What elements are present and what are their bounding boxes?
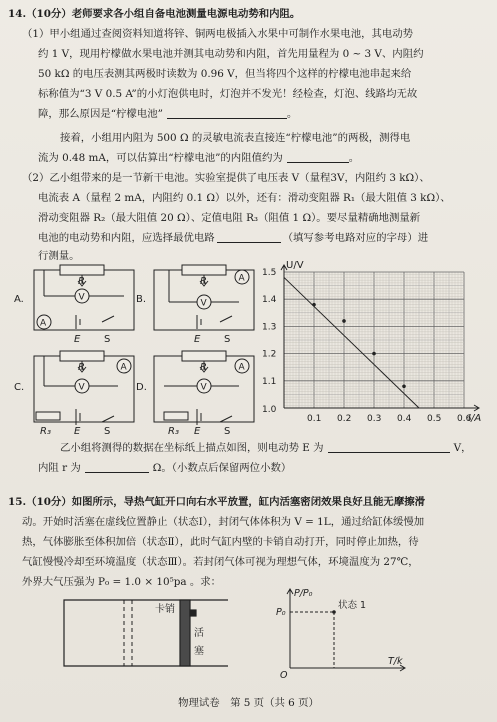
x-tick-label: 0.3: [367, 414, 382, 424]
page-footer: 物理试卷 第 5 页（共 6 页）: [178, 697, 319, 709]
q14-p1-line4: 标称值为“3 V 0.5 A”的小灯泡供电时，灯泡并不发光！经检查，灯泡、线路均无故: [38, 88, 418, 100]
answer-blank-internal-resistance[interactable]: [287, 151, 349, 163]
pt-p0-label: P₀: [276, 607, 286, 618]
q14-p1-line5-text: 障，那么原因是“柠檬电池”: [38, 108, 163, 120]
circuit-c-ammeter: A: [120, 362, 127, 373]
data-point: [342, 319, 346, 323]
q14-p1-line3: 50 kΩ 的电压表测其两极时读数为 0.96 V，但当将四个这样的柠檬电池串起来给: [38, 68, 412, 80]
circuit-d-voltmeter: V: [200, 382, 207, 393]
y-tick-label: 1.2: [262, 349, 277, 360]
circuit-a-s-label: S: [104, 334, 111, 345]
circuit-d-label: D.: [136, 382, 147, 393]
cylinder-diagram: [60, 592, 230, 674]
y-tick-label: 1.4: [262, 295, 277, 306]
q14-p2-line1: （2）乙小组带来的是一节新干电池。实验室提供了电压表 V（量程3V，内阻约 3 kΩ）、: [22, 172, 430, 184]
q14-p2-line4-text: 电池的电动势和内阻，应选择最优电路: [38, 232, 215, 244]
cylinder-pin-label: 卡销: [155, 604, 175, 615]
circuit-b-e-label: E: [194, 334, 201, 345]
q15-line1: 15.（10分）如图所示，导热气缸开口向右水平放置，缸内活塞密闭效果良好且能无摩擦滑: [8, 496, 425, 508]
circuit-diagrams: [14, 262, 258, 438]
circuit-a-voltmeter: V: [78, 292, 85, 303]
cylinder-piston-label-2: 塞: [194, 646, 204, 657]
piston: [180, 600, 190, 666]
circuit-c-voltmeter: V: [78, 382, 85, 393]
q14-result-line1-unit: V，: [453, 442, 472, 454]
x-tick-label: 0.2: [337, 414, 352, 424]
q14-p1-line6: 接着，小组用内阻为 500 Ω 的灵敏电流表直接连“柠檬电池”的两极，测得电: [60, 132, 411, 144]
q14-p2-line3: 滑动变阻器 R₂（最大阻值 20 Ω）、定值电阻 R₃（阻值 1 Ω）。要尽量精确地测量新: [38, 212, 421, 224]
answer-blank-reason[interactable]: [167, 107, 287, 119]
x-tick-label: 0.5: [427, 414, 442, 424]
x-tick-label: 0.1: [307, 414, 322, 424]
x-tick-label: 0.4: [397, 414, 412, 424]
circuit-c-s-label: S: [104, 426, 111, 437]
circuit-b-label: B.: [136, 294, 147, 305]
q14-p1-line7-text: 流为 0.48 mA，可以估算出“柠檬电池”的内阻值约为: [38, 152, 283, 164]
circuit-a-ammeter: A: [40, 318, 47, 329]
circuit-c-r3-label: R₃: [40, 426, 51, 437]
y-tick-label: 1.1: [262, 376, 277, 387]
circuit-d-e-label: E: [194, 426, 201, 437]
q14-result-line1: [60, 438, 471, 458]
circuit-c-label: C.: [14, 382, 25, 393]
q14-p1-line2: 约 1 V，现用柠檬做水果电池并测其电动势和内阻，首先用量程为 0 ~ 3 V、内阻约: [38, 48, 424, 60]
circuit-a-e-label: E: [74, 334, 81, 345]
circuit-b-ammeter: A: [238, 273, 245, 284]
graph-ylabel: U/V: [286, 260, 304, 271]
data-point: [402, 384, 406, 388]
q14-result-line2-tail: Ω。（小数点后保留两位小数）: [152, 462, 292, 474]
pt-graph: [268, 584, 408, 680]
x-tick-label: 0.6: [457, 414, 472, 424]
pt-xlabel: T/k: [388, 656, 403, 667]
circuit-d-ammeter: A: [238, 362, 245, 373]
pin: [190, 610, 196, 616]
q14-p2-line4-tail: （填写参考电路对应的字母）进: [282, 232, 429, 244]
answer-blank-emf[interactable]: [328, 441, 450, 453]
graph-xlabel: I/A: [468, 413, 482, 424]
q14-p2-line4: [38, 228, 428, 248]
circuit-c-e-label: E: [74, 426, 81, 437]
y-tick-label: 1.3: [262, 322, 277, 333]
pt-origin: O: [280, 670, 288, 680]
pt-state-1-point: [332, 610, 336, 614]
pt-state1-label: 状态 1: [338, 600, 367, 611]
circuit-a-r-label: R: [78, 276, 85, 287]
q14-result-line2-text: 内阻 r 为: [38, 462, 81, 474]
answer-blank-circuit-choice[interactable]: [217, 231, 281, 243]
pt-ylabel: P/P₀: [294, 588, 313, 599]
circuit-b-r-label: R: [200, 276, 207, 287]
y-tick-label: 1.5: [262, 268, 277, 278]
circuit-b-s-label: S: [224, 334, 231, 345]
data-point: [312, 303, 316, 307]
q14-result-line1-text: 乙小组将测得的数据在坐标纸上描点如图，则电动势 E 为: [60, 442, 324, 454]
cylinder-piston-label-1: 活: [194, 628, 204, 639]
q15-line5: 外界大气压强为 P₀ = 1.0 × 10⁵pa 。求：: [22, 576, 222, 588]
ui-graph: [258, 256, 490, 432]
graph-grid: [284, 272, 464, 408]
q15-line3: 热，气体膨胀至体积加倍（状态Ⅱ），此时气缸内壁的卡销自动打开，同时停止加热，待: [22, 536, 419, 548]
circuit-a-label: A.: [14, 294, 24, 305]
q14-p1-line5: 障，那么原因是“柠檬电池” 。: [38, 108, 298, 120]
circuit-d-r3-label: R₃: [168, 426, 179, 437]
circuit-c-r-label: R: [78, 362, 85, 373]
q14-p2-line2: 电流表 A（量程 2 mA，内阻约 0.1 Ω）以外，还有：滑动变阻器 R₁（最大阻值 3 kΩ）、: [38, 192, 451, 204]
q14-header: 14.（10分）老师要求各小组自备电池测量电源电动势和内阻。: [8, 8, 301, 20]
answer-blank-resistance[interactable]: [85, 461, 149, 473]
q14-p2-line5: 行测量。: [38, 250, 80, 262]
circuit-d-r-label: R: [200, 362, 207, 373]
circuit-b-voltmeter: V: [200, 298, 207, 309]
q14-p1-line7: 流为 0.48 mA，可以估算出“柠檬电池”的内阻值约为 。: [38, 152, 360, 164]
q15-line2: 动。开始时活塞在虚线位置静止（状态Ⅰ），封闭气体体积为 V = 1L，通过给缸体缓慢加: [22, 516, 425, 528]
q14-result-line2: [38, 458, 291, 478]
data-point: [372, 352, 376, 356]
circuit-d-s-label: S: [224, 426, 231, 437]
q15-line4: 气缸慢慢冷却至环境温度（状态Ⅲ）。若封闭气体可视为理想气体，环境温度为 27℃，: [22, 556, 419, 568]
q14-p1-line1: （1）甲小组通过查阅资料知道将锌、铜两电极插入水果中可制作水果电池，其电动势: [22, 28, 414, 40]
graph-origin-label: 1.0: [262, 405, 277, 415]
